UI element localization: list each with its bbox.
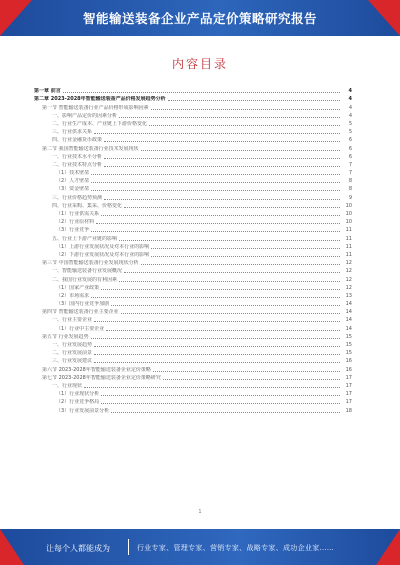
toc-entry-page: 11 bbox=[345, 243, 352, 250]
toc-dot-leader bbox=[119, 116, 340, 118]
toc-entry-page: 4 bbox=[348, 104, 352, 111]
toc-entry-label: 第三节 中国智能输送装备行业发展现状分析 bbox=[42, 260, 139, 267]
toc-entry-page: 5 bbox=[348, 120, 352, 127]
toc-entry-label: 第二章 2023-2028年智能输送装备产品价格发展趋势分析 bbox=[34, 96, 166, 103]
toc-dot-leader bbox=[94, 345, 340, 347]
toc-entry-page: 14 bbox=[345, 325, 352, 332]
toc-entry-label: （1）国家产业政策 bbox=[56, 284, 100, 291]
toc-entry-page: 12 bbox=[345, 268, 352, 275]
toc-entry-page: 13 bbox=[345, 292, 352, 299]
toc-entry-label: （1）行业中主要企业 bbox=[56, 325, 105, 332]
toc-entry-page: 4 bbox=[348, 88, 352, 95]
toc-entry-label: （1）技术壁垒 bbox=[56, 170, 90, 177]
footer-slogan-right: 行业专家、管理专家、营销专家、战略专家、成功企业家…… bbox=[137, 544, 335, 552]
toc-dot-leader bbox=[111, 411, 340, 413]
toc-entry[interactable] bbox=[34, 397, 352, 405]
toc-entry-page: 9 bbox=[348, 194, 352, 201]
toc-entry[interactable] bbox=[34, 356, 352, 364]
toc-entry-page: 10 bbox=[345, 211, 352, 217]
toc-dot-leader bbox=[94, 361, 340, 363]
toc-entry[interactable] bbox=[34, 86, 352, 94]
toc-entry[interactable] bbox=[34, 307, 352, 315]
toc-entry[interactable] bbox=[34, 389, 352, 397]
toc-entry[interactable] bbox=[34, 160, 352, 168]
toc-entry[interactable] bbox=[34, 315, 352, 323]
toc-entry-label: （3）资金壁垒 bbox=[56, 186, 90, 193]
header-left-red-corner bbox=[0, 0, 32, 36]
toc-entry-label: 第七节 2023-2028年智能输送装备企业定价策略研究 bbox=[42, 374, 161, 381]
toc-entry-label: 四、行业采购、集采、价格变化 bbox=[52, 202, 123, 209]
toc-entry-page: 6 bbox=[348, 153, 352, 160]
toc-dot-leader bbox=[119, 239, 340, 241]
toc-dot-leader bbox=[104, 157, 340, 159]
toc-heading: 内容目录 bbox=[171, 57, 228, 71]
toc-dot-leader bbox=[111, 304, 340, 306]
toc-entry-page: 14 bbox=[345, 309, 352, 316]
page-footer bbox=[0, 529, 400, 565]
toc-entry[interactable] bbox=[34, 209, 352, 217]
toc-entry-page: 12 bbox=[345, 276, 352, 283]
toc-entry[interactable] bbox=[34, 127, 352, 135]
toc-entry-page: 18 bbox=[345, 407, 352, 414]
toc-entry[interactable] bbox=[34, 119, 352, 127]
toc-dot-leader bbox=[106, 329, 340, 331]
toc-dot-leader bbox=[101, 214, 340, 216]
toc-entry[interactable] bbox=[34, 258, 352, 266]
toc-dot-leader bbox=[91, 230, 340, 232]
toc-entry-page: 10 bbox=[345, 202, 352, 209]
toc-dot-leader bbox=[153, 370, 340, 372]
toc-dot-leader bbox=[168, 99, 340, 101]
toc-entry-page: 11 bbox=[345, 251, 352, 258]
toc-entry-page: 11 bbox=[345, 235, 352, 242]
toc-dot-leader bbox=[104, 198, 340, 200]
toc-dot-leader bbox=[94, 353, 340, 355]
toc-entry-label: 三、行业发展建议 bbox=[52, 358, 93, 365]
toc-entry-page: 15 bbox=[345, 342, 352, 348]
toc-entry-page: 7 bbox=[348, 170, 352, 177]
toc-dot-leader bbox=[63, 91, 340, 93]
toc-entry[interactable] bbox=[34, 332, 352, 340]
toc-entry[interactable] bbox=[34, 111, 352, 119]
toc-dot-leader bbox=[119, 280, 340, 282]
toc-entry-label: （2）行业竞争格局 bbox=[56, 399, 100, 406]
toc-dot-leader bbox=[151, 255, 340, 257]
toc-dot-leader bbox=[104, 140, 340, 142]
toc-dot-leader bbox=[91, 296, 340, 298]
toc-dot-leader bbox=[141, 149, 340, 151]
toc-dot-leader bbox=[151, 108, 340, 110]
toc-entry[interactable] bbox=[34, 233, 352, 241]
toc-entry[interactable] bbox=[34, 143, 352, 151]
toc-entry-page: 15 bbox=[345, 333, 352, 340]
toc-entry-label: （3）行业发展前景分析 bbox=[56, 407, 110, 414]
toc-entry-page: 6 bbox=[348, 145, 352, 152]
toc-entry-label: 二、行业技术特点分析 bbox=[52, 161, 103, 168]
toc-entry-label: 第一章 前言 bbox=[34, 88, 61, 95]
toc-entry-label: （2）人才壁垒 bbox=[56, 178, 90, 185]
footer-right-red-corner bbox=[376, 529, 400, 565]
toc-entry-label: 三、行业供求关系 bbox=[52, 129, 93, 136]
toc-entry-label: （3）行业竞争 bbox=[56, 227, 90, 234]
toc-dot-leader bbox=[141, 263, 340, 265]
toc-entry-page: 11 bbox=[345, 227, 352, 234]
toc-entry-label: （1）行业供需关系 bbox=[56, 211, 100, 217]
toc-entry-label: 一、影响产品定价的因素分析 bbox=[52, 112, 118, 119]
toc-entry[interactable] bbox=[34, 225, 352, 233]
toc-dot-leader bbox=[124, 271, 340, 273]
toc-entry[interactable] bbox=[34, 192, 352, 200]
toc-entry-page: 16 bbox=[345, 366, 352, 373]
toc-dot-leader bbox=[91, 181, 340, 183]
toc-entry[interactable] bbox=[34, 348, 352, 356]
toc-dot-leader bbox=[149, 124, 340, 126]
toc-entry-page: 14 bbox=[345, 301, 352, 308]
toc-entry[interactable] bbox=[34, 135, 352, 143]
toc-dot-leader bbox=[121, 312, 340, 314]
toc-entry-label: 三、行业价格趋势预测 bbox=[52, 194, 103, 201]
header-right-red-corner bbox=[368, 0, 400, 36]
toc-entry-label: 第五节 行业发展趋势 bbox=[42, 333, 89, 340]
toc-entry-page: 7 bbox=[348, 161, 352, 168]
toc-entry-label: （2）下游行业发展状况及对本行业的影响 bbox=[56, 251, 150, 258]
toc-entry-label: 四、行业金融货币政策 bbox=[52, 137, 103, 144]
toc-entry[interactable] bbox=[34, 184, 352, 192]
toc-entry[interactable] bbox=[34, 201, 352, 209]
toc-entry-page: 5 bbox=[348, 129, 352, 136]
toc-dot-leader bbox=[96, 222, 340, 224]
toc-entry-page: 6 bbox=[348, 137, 352, 144]
toc-dot-leader bbox=[94, 320, 340, 322]
toc-dot-leader bbox=[91, 173, 340, 175]
toc-entry[interactable] bbox=[34, 266, 352, 274]
toc-entry[interactable] bbox=[34, 274, 352, 282]
toc-entry[interactable] bbox=[34, 217, 352, 225]
footer-divider bbox=[128, 539, 129, 555]
toc-dot-leader bbox=[94, 132, 340, 134]
toc-entry[interactable] bbox=[34, 340, 352, 348]
toc-entry-page: 15 bbox=[345, 350, 352, 357]
toc-entry[interactable] bbox=[34, 94, 352, 102]
toc-entry-label: （2）市场需求 bbox=[56, 292, 90, 299]
toc-entry-label: 二、行业发展前景 bbox=[52, 350, 93, 357]
toc-dot-leader bbox=[163, 378, 340, 380]
toc-entry[interactable] bbox=[34, 242, 352, 250]
toc-entry[interactable] bbox=[34, 381, 352, 389]
toc-entry-label: 二、我国行业发展的有利因素 bbox=[52, 276, 118, 283]
toc-entry[interactable] bbox=[34, 152, 352, 160]
toc-entry-label: （2）行业原材料 bbox=[56, 219, 95, 226]
toc-entry-label: 二、行业生产成本、产业链上下游价格变化 bbox=[52, 120, 148, 127]
toc-entry-label: （3）国内行业竞争加剧 bbox=[56, 301, 110, 308]
toc-entry-page: 10 bbox=[345, 219, 352, 226]
toc-entry[interactable] bbox=[34, 176, 352, 184]
toc-entry-label: 第六节 2023-2028年智能输送装备企业定价策略 bbox=[42, 366, 151, 373]
toc-entry-page: 17 bbox=[345, 382, 352, 389]
toc-entry-page: 17 bbox=[345, 391, 352, 398]
toc-entry-page: 12 bbox=[345, 284, 352, 291]
toc-entry-label: 一、行业现状 bbox=[52, 382, 83, 389]
footer-slogan-left: 让每个人都能成为 bbox=[46, 544, 110, 553]
toc-entry[interactable] bbox=[34, 283, 352, 291]
page-number: 1 bbox=[198, 509, 202, 515]
toc-entry[interactable] bbox=[34, 373, 352, 381]
toc-entry[interactable] bbox=[34, 364, 352, 372]
toc-entry[interactable] bbox=[34, 299, 352, 307]
toc-entry[interactable] bbox=[34, 323, 352, 331]
toc-dot-leader bbox=[104, 165, 340, 167]
toc-dot-leader bbox=[91, 189, 340, 191]
toc-entry-page: 8 bbox=[348, 186, 352, 193]
toc-entry-page: 17 bbox=[345, 399, 352, 406]
toc-entry[interactable] bbox=[34, 102, 352, 110]
toc-dot-leader bbox=[91, 337, 340, 339]
toc-entry[interactable] bbox=[34, 405, 352, 413]
table-of-contents bbox=[34, 86, 352, 414]
toc-entry[interactable] bbox=[34, 250, 352, 258]
toc-entry-page: 8 bbox=[348, 178, 352, 185]
toc-entry-page: 4 bbox=[348, 96, 352, 103]
toc-entry-label: 一、行业发展趋势 bbox=[52, 342, 93, 348]
toc-dot-leader bbox=[124, 206, 340, 208]
toc-dot-leader bbox=[84, 386, 340, 388]
toc-entry-page: 14 bbox=[345, 317, 352, 324]
toc-entry-page: 17 bbox=[345, 374, 352, 381]
page-header bbox=[0, 0, 400, 36]
toc-entry[interactable] bbox=[34, 168, 352, 176]
toc-entry-label: 第二节 我国智能输送装备行业技术发展现状 bbox=[42, 145, 139, 152]
toc-dot-leader bbox=[151, 247, 340, 249]
toc-entry-label: 第四节 智能输送装备行业主要企业 bbox=[42, 309, 119, 316]
toc-dot-leader bbox=[101, 394, 340, 396]
toc-entry-label: 一、行业技术水平分析 bbox=[52, 153, 103, 160]
toc-entry-page: 16 bbox=[345, 358, 352, 365]
toc-dot-leader bbox=[101, 288, 340, 290]
report-title: 智能输送装备企业产品定价策略研究报告 bbox=[82, 11, 317, 26]
toc-entry-page: 4 bbox=[348, 112, 352, 119]
toc-entry-label: （1）上游行业发展状况及对本行业的影响 bbox=[56, 243, 150, 250]
toc-dot-leader bbox=[101, 402, 340, 404]
toc-entry[interactable] bbox=[34, 291, 352, 299]
toc-entry-label: 五、行业上下游产业链的影响 bbox=[52, 235, 118, 242]
toc-entry-page: 12 bbox=[345, 260, 352, 267]
toc-entry-label: 一、智能输送装备行业发展概况 bbox=[52, 268, 123, 275]
toc-entry-label: 第一节 智能输送装备行业产品价格形成影响因素 bbox=[42, 104, 149, 111]
toc-entry-label: 一、行业主要企业 bbox=[52, 317, 93, 324]
footer-left-red-corner bbox=[0, 529, 24, 565]
toc-entry-label: （1）行业现状分析 bbox=[56, 391, 100, 398]
